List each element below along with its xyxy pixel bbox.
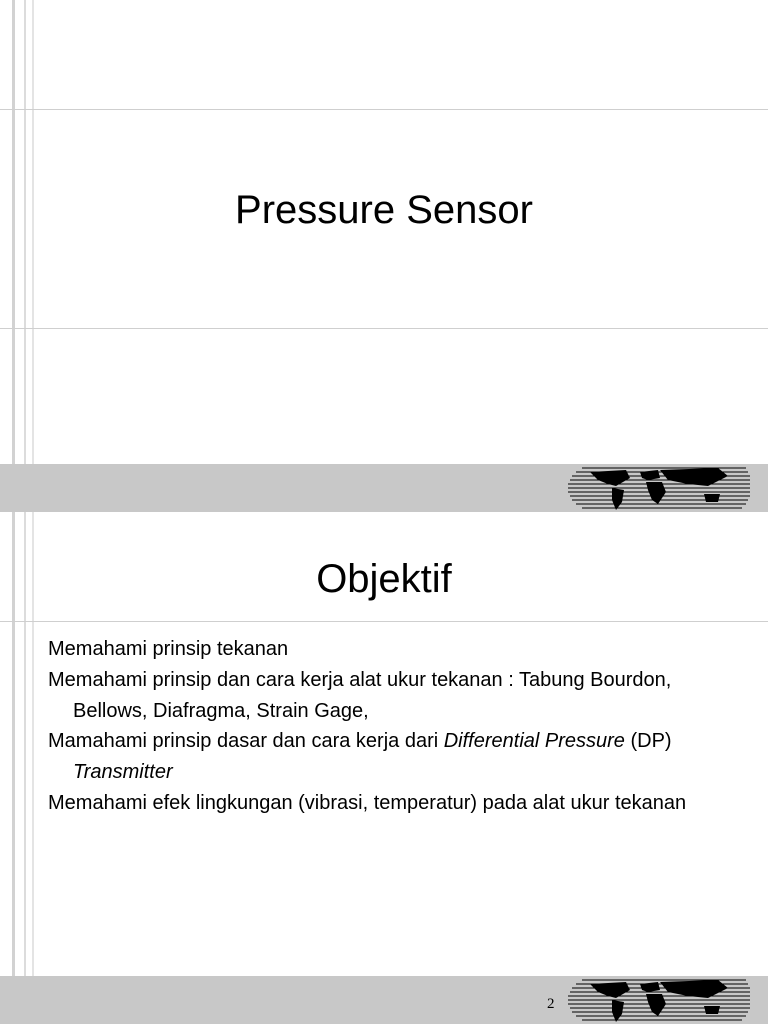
list-item-text: (DP) bbox=[624, 730, 672, 753]
world-map-icon bbox=[568, 464, 750, 512]
slide-margin-line bbox=[12, 0, 15, 1024]
list-item-text: Mamahami prinsip dasar dan cara kerja dari bbox=[48, 730, 444, 753]
list-item-italic-text: Differential Pressure bbox=[443, 730, 625, 753]
slide-rule-line bbox=[0, 328, 768, 329]
world-map-icon bbox=[568, 976, 750, 1024]
page-number: 2 bbox=[547, 996, 555, 1012]
slide-margin-line bbox=[32, 0, 34, 1024]
list-item bbox=[48, 726, 748, 788]
list-item-italic-text: Transmitter bbox=[73, 761, 173, 784]
slide-rule-line bbox=[0, 621, 768, 622]
slide-title: Pressure Sensor bbox=[235, 188, 533, 232]
objective-list bbox=[48, 634, 748, 819]
slide-margin-line bbox=[24, 0, 26, 1024]
slide-rule-line bbox=[0, 109, 768, 110]
list-item: Memahami prinsip dan cara kerja alat ukur tekanan : Tabung Bourdon, Bellows, Diafragma, Strain Gage, bbox=[48, 668, 672, 722]
list-item: Memahami prinsip tekanan bbox=[48, 638, 289, 660]
list-item: Memahami efek lingkungan (vibrasi, temperatur) pada alat ukur tekanan bbox=[48, 791, 687, 814]
slide-title: Objektif bbox=[316, 557, 452, 601]
